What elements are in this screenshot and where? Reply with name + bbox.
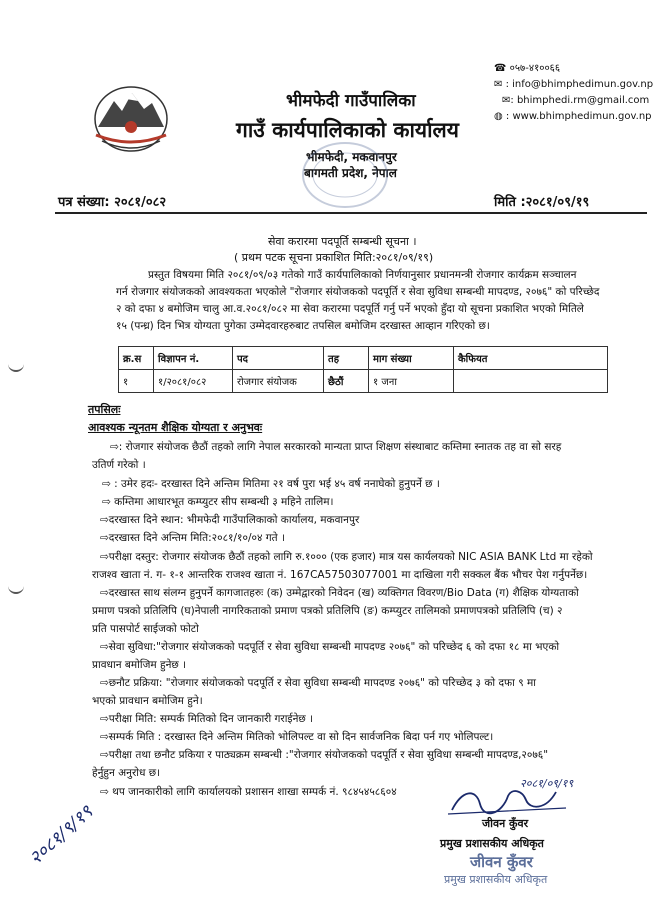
- table-header: विज्ञापन नं.: [154, 347, 233, 370]
- detail-line: प्रावधान बमोजिम हुनेछ ।: [92, 659, 187, 671]
- contact-list: [494, 62, 654, 123]
- detail-line: ⇨ : उमेर हदः- दरखास्त दिने अन्तिम मितिमा २१ वर्ष पुरा भई ४५ वर्ष ननाघेको हुनुपर्ने छ ।: [102, 478, 440, 490]
- detail-line: उतिर्ण गरेको ।: [92, 459, 146, 471]
- detail-line: ⇨सम्पर्क मिति : दरखास्त दिने अन्तिम मितिको भोलिपल्ट वा सो दिन सार्वजनिक बिदा पर्न गए भोलिपल्ट।: [100, 731, 494, 743]
- table-cell: रोजगार संयोजक: [233, 370, 324, 393]
- table-cell: छैठौं: [324, 370, 369, 393]
- detail-line: ⇨दरखास्त साथ संलग्न हुनुपर्ने कागजातहरुः (क) उम्मेद्वारको निवेदन (ख) व्यक्तिगत विवरण/Bio Data (ग) शैक्षिक योग्यताको: [100, 587, 579, 599]
- detail-line: प्रति पासपोर्ट साईजको फोटो: [92, 623, 199, 635]
- margin-mark: [8, 582, 24, 594]
- signature-date: २०८१/०९/१९: [520, 777, 574, 790]
- notice-body-line: २ को दफा ४ बमोजिम चालु आ.व.२०८१/०८२ मा सेवा करारमा पदपूर्ति गर्नु पर्ने भएको हुँदा यो सूचना प्रकाशित भएको मितिले: [116, 303, 584, 315]
- detail-line: राजश्व खाता नं. ग- १-१ आन्तरिक राजश्व खाता नं. 167CA57503077001 मा दाखिला गरी सक्कल बैंक भौचर पेश गर्नुपर्नेछ।: [92, 569, 588, 581]
- details-heading: तपसिलः: [88, 403, 121, 416]
- globe-icon: ◍: [494, 111, 503, 122]
- notice-body-line: प्रस्तुत विषयमा मिति २०८१/०९/०३ गतेको गाउँ कार्यपालिकाको निर्णयानुसार प्रधानमन्त्री रोजगार कार्यक्रम सञ्चालन: [148, 269, 577, 281]
- table-header: क्र.स: [119, 347, 154, 370]
- contact-email-gmail[interactable]: ✉: bhimphedi.rm@gmail.com: [502, 95, 650, 106]
- detail-line: ⇨सेवा सुविधा:"रोजगार संयोजकको पदपूर्ति र सेवा सुविधा सम्बन्धी मापदण्ड २०७६" को परिच्छेद ६ को दफा १८ मा भएको: [100, 641, 560, 653]
- detail-line: ⇨: रोजगार संयोजक छैठौं तहको लागि नेपाल सरकारको मान्यता प्राप्त शिक्षण संस्थाबाट कम्तिमा स्नातक तह वा सो सरह: [110, 441, 562, 453]
- office-location: भीमफेदी, मकवानपुर: [306, 150, 397, 164]
- contact-website[interactable]: ◍ : www.bhimphedimun.gov.np: [494, 111, 652, 122]
- vacancy-table: [118, 346, 608, 393]
- notice-subtitle: ( प्रथम पटक सूचना प्रकाशित मिति:२०८१/०९/१९): [234, 251, 434, 264]
- detail-line: हेर्नुहुन अनुरोध छ।: [92, 767, 161, 779]
- detail-line: ⇨ थप जानकारीको लागि कार्यालयको प्रशासन शाखा सम्पर्क नं. ९८४५४५८६०४: [100, 786, 397, 798]
- reference-number: पत्र संख्या: २०८१/०८२: [58, 195, 167, 210]
- office-seal: [300, 140, 390, 210]
- margin-handwritten-note: २०८१/९/१९: [25, 801, 98, 870]
- contact-email-info[interactable]: ✉ : info@bhimphedimun.gov.np: [494, 79, 654, 90]
- municipality-logo: [86, 75, 176, 155]
- table-cell: १/२०८१/०८२: [154, 370, 233, 393]
- office-province: बागमती प्रदेश, नेपाल: [304, 166, 397, 180]
- notice-body-line: १५ (पन्ध्र) दिन भित्र योग्यता पुगेका उम्मेदवारहरुबाट तपसिल बमोजिम दरखास्त आव्हान गरिएको छ।: [116, 320, 490, 332]
- letter-date: मिति :२०८१/०९/१९: [494, 195, 590, 210]
- detail-line: ⇨छनौट प्रक्रिया: "रोजगार संयोजकको पदपूर्ति र सेवा सुविधा सम्बन्धी मापदण्ड २०७६" को परिच्छेद ३ को दफा ९ मा: [100, 677, 536, 689]
- header-divider: [55, 212, 647, 214]
- stamp-name: जीवन कुँवर: [470, 853, 533, 871]
- margin-mark: [8, 360, 24, 372]
- table-header: तह: [324, 347, 369, 370]
- org-name: भीमफेदी गाउँपालिका: [286, 91, 416, 111]
- table-header: पद: [233, 347, 324, 370]
- table-header-row: [119, 347, 608, 370]
- envelope-icon: ✉: [494, 79, 503, 90]
- table-header: कैफियत: [454, 347, 608, 370]
- signatory-name: जीवन कुँवर: [482, 817, 529, 830]
- table-cell: १ जना: [369, 370, 454, 393]
- envelope-icon: ✉: [502, 95, 511, 106]
- detail-line: ⇨ कम्तिमा आधारभूत कम्प्युटर सीप सम्बन्धी ३ महिने तालिम।: [102, 496, 334, 508]
- detail-line: ⇨परीक्षा मिति: सम्पर्क मितिको दिन जानकारी गराईनेछ ।: [100, 713, 314, 725]
- table-cell: [454, 370, 608, 393]
- office-name: गाउँ कार्यपालिकाको कार्यालय: [236, 118, 459, 142]
- notice-title: सेवा करारमा पदपूर्ति सम्बन्धी सूचना ।: [268, 235, 417, 248]
- table-cell: १: [119, 370, 154, 393]
- detail-line: ⇨परीक्षा तथा छनौट प्रकिया र पाठ्यक्रम सम्बन्धी :"रोजगार संयोजकको पदपूर्ति र सेवा सुविधा सम्बन्धी मापदण्ड,२०७६": [100, 749, 549, 761]
- detail-line: ⇨दरखास्त दिने स्थान: भीमफेदी गाउँपालिकाको कार्यालय, मकवानपुर: [100, 514, 360, 526]
- table-header: माग संख्या: [369, 347, 454, 370]
- notice-body-line: गर्न रोजगार संयोजकको आवश्यकता भएकोले "रोजगार संयोजकको पदपूर्ति र सेवा सुविधा सम्बन्धी मापदण्ड, २०७६" को परिच्छेद: [116, 286, 600, 298]
- stamp-title: प्रमुख प्रशासकीय अधिकृत: [444, 873, 548, 886]
- table-row: [119, 370, 608, 393]
- detail-line: ⇨दरखास्त दिने अन्तिम मिति:२०८१/१०/०४ गते ।: [100, 532, 285, 544]
- phone-icon: ☎: [494, 63, 507, 74]
- contact-phone: ☎ ०५७-४१००६६: [494, 63, 561, 74]
- detail-line: प्रमाण पत्रको प्रतिलिपि (घ)नेपाली नागरिकताको प्रमाण पत्रको प्रतिलिपि (ङ) कम्प्युटर तालिमको प्रमाणपत्रको प्रतिलिपि (च) २: [92, 605, 563, 617]
- signatory-designation: प्रमुख प्रशासकीय अधिकृत: [440, 837, 544, 850]
- detail-line: भएको प्रावधान बमोजिम हुने।: [92, 695, 203, 707]
- detail-line: ⇨परीक्षा दस्तुर: रोजगार संयोजक छैठौं तहको लागि रु.१००० (एक हजार) मात्र यस कार्यलयको NIC ASIA BANK Ltd मा रहेको: [100, 551, 593, 563]
- qualification-heading: आवश्यक न्यूनतम शैक्षिक योग्यता र अनुभवः: [88, 421, 263, 434]
